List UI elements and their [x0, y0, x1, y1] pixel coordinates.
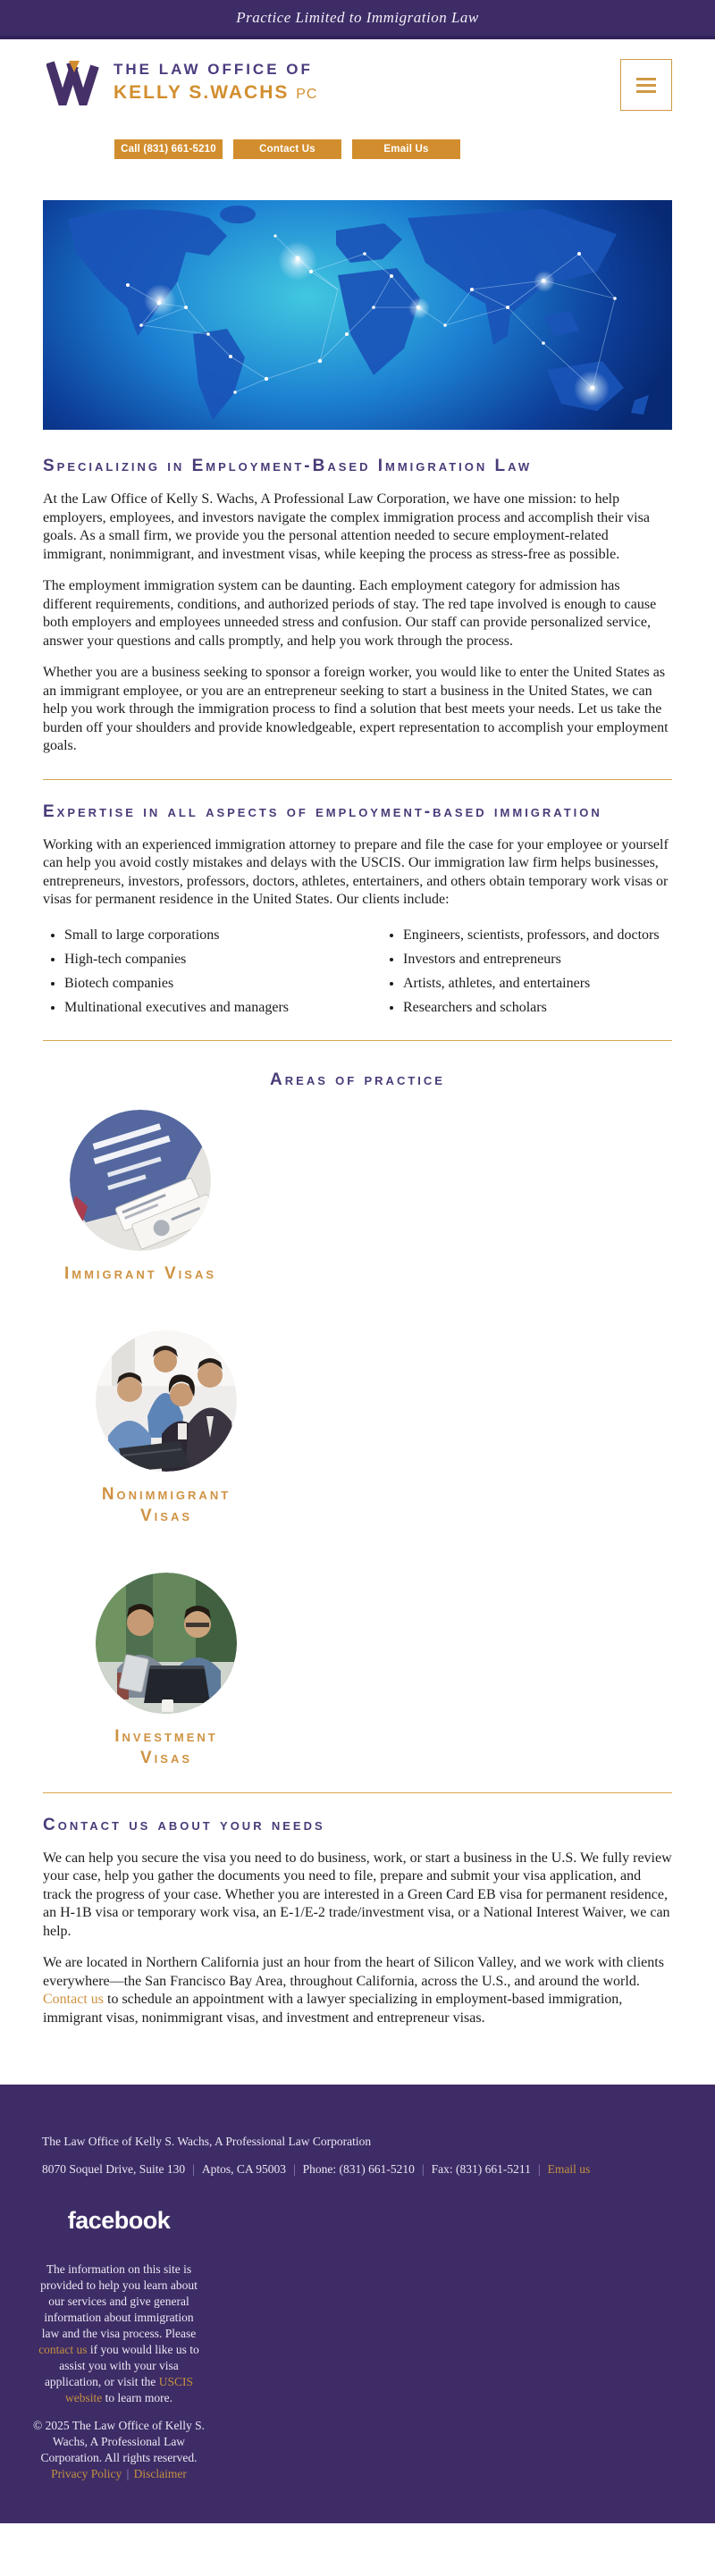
footer-fax: Fax: (831) 661-5211	[431, 2162, 531, 2176]
specializing-heading: Specializing in Employment-Based Immigration Law	[43, 457, 533, 475]
nonimmigrant-visas-link[interactable]: Nonimmigrant Visas	[101, 1484, 231, 1525]
contact-paragraph-2: We are located in Northern California just an hour from the heart of Silicon Valley, and we work with clients everywhere—the San Francisco Bay Area, throughout California, across the U.S., and around the world. Contact us to schedule an appointment with a lawyer specializing in employment-based immigration, immigrant visas, nonimmigrant visas, and investment and entrepreneur visas.	[43, 1955, 664, 2026]
w-logo-icon	[46, 61, 101, 105]
area-item-nonimmigrant-visas	[68, 1330, 265, 1527]
footer-address: 8070 Soquel Drive, Suite 130	[42, 2162, 186, 2176]
facebook-logo[interactable]: facebook	[67, 2207, 171, 2234]
email-us-button[interactable]: Email Us	[352, 139, 460, 159]
footer-firm-name: The Law Office of Kelly S. Wachs, A Professional Law Corporation	[42, 2135, 372, 2148]
list-item: • Investors and entrepreneurs	[403, 951, 660, 969]
expertise-intro: Working with an experienced immigration attorney to prepare and file the case for your employee or yourself can help you avoid costly mistakes and delays with the USCIS. Our immigration law firm helps businesses, entrepreneurs, investors, professors, doctors, athletes, entertainers, and others obtain temporary work visas or visas for permanent residence in the United States. Our clients include:	[43, 836, 669, 907]
site-header	[0, 39, 715, 159]
investment-visas-photo[interactable]	[96, 1573, 237, 1714]
logo-text	[114, 61, 317, 104]
privacy-policy-link[interactable]: Privacy Policy	[51, 2467, 122, 2480]
logo-pc: PC	[296, 87, 318, 102]
specializing-paragraph-3: Whether you are a business seeking to sponsor a foreign worker, you would like to enter the United States as an immigrant employee, or you are an entrepreneur seeking to start a business in the United States, we can help you work through the immigration process to find a solution that best meets your needs. Let us take the burden off your shoulders and provide knowledgeable, expert representation to accomplish your employment goals.	[43, 665, 669, 753]
clients-list-left	[43, 920, 352, 1017]
specializing-paragraph-1: At the Law Office of Kelly S. Wachs, A Professional Law Corporation, we have one mission: to help employers, employees, and investors navigate the complex immigration process and accomplish their visa goals. As a small firm, we provide you the personal attention needed to secure employment-related immigrant, nonimmigrant, and investment visas, while keeping the process as stress-free as possible.	[43, 491, 650, 562]
footer-contact-us-link[interactable]: contact us	[38, 2343, 88, 2356]
area-item-immigrant-visas	[42, 1110, 239, 1285]
logo-line1: THE LAW OFFICE OF	[114, 61, 313, 78]
hamburger-menu-button[interactable]	[620, 59, 672, 111]
list-item: • Engineers, scientists, professors, and doctors	[403, 927, 660, 944]
immigrant-visas-link[interactable]: Immigrant Visas	[63, 1263, 217, 1283]
contact-us-button[interactable]: Contact Us	[233, 139, 341, 159]
nonimmigrant-visas-photo[interactable]	[96, 1330, 237, 1472]
top-notice-bar	[0, 0, 715, 39]
footer-info-text: The information on this site is provided to help you learn about our services and give general information about immigration law and the visa process. Please contact us if you would like us to assist you with your visa application, or visit the USCIS website to learn more.	[38, 2262, 199, 2404]
disclaimer-link[interactable]: Disclaimer	[133, 2467, 187, 2480]
hamburger-icon	[636, 78, 656, 80]
logo-line2: KELLY S.WACHS PC	[114, 82, 318, 103]
expertise-heading: Expertise in all aspects of employment-based immigration	[43, 801, 602, 821]
footer-left-column	[0, 2207, 238, 2482]
areas-of-practice-heading: Areas of practice	[270, 1070, 445, 1089]
footer-copyright: © 2025 The Law Office of Kelly S. Wachs, A Professional Law Corporation. All rights reserved. Privacy Policy | Disclaimer	[33, 2419, 205, 2480]
specializing-paragraph-2: The employment immigration system can be daunting. Each employment category for admission has different requirements, conditions, and authorized periods of stay. The red tape involved is enough to cause both employers and employees unneeded stress and confusion. Our staff can provide personalized service, answer your questions and calls promptly, and help you work through the process.	[43, 578, 657, 649]
footer-city: Aptos, CA 95003	[201, 2162, 286, 2176]
area-item-investment-visas	[68, 1573, 265, 1769]
list-item: • Researchers and scholars	[403, 999, 660, 1017]
section-divider	[43, 1792, 672, 1793]
logo[interactable]	[46, 61, 672, 105]
list-item: • Small to large corporations	[64, 927, 352, 944]
section-divider	[43, 779, 672, 780]
hero-world-map-image	[43, 200, 672, 430]
footer-phone: Phone: (831) 661-5210	[302, 2162, 415, 2176]
list-item: • Multinational executives and managers	[64, 999, 352, 1017]
list-item: • Biotech companies	[64, 975, 352, 993]
main-content	[0, 456, 715, 2027]
list-item: • High-tech companies	[64, 951, 352, 969]
call-button[interactable]: Call (831) 661-5210	[114, 139, 223, 159]
footer-contact-line: 8070 Soquel Drive, Suite 130 | Aptos, CA 95003 | Phone: (831) 661-5210 | Fax: (831) 661-5211 | Email us	[42, 2162, 591, 2176]
top-notice-text: Practice Limited to Immigration Law	[236, 9, 479, 26]
clients-list-right	[382, 920, 660, 1017]
immigrant-visas-photo[interactable]	[70, 1110, 211, 1251]
contact-us-link[interactable]: Contact us	[43, 1992, 104, 2007]
footer-email-link[interactable]: Email us	[547, 2162, 591, 2176]
contact-heading: Contact us about your needs	[43, 1815, 325, 1834]
contact-paragraph-1: We can help you secure the visa you need to do business, work, or start a business in the U.S. We fully review your case, help you gather the documents you need to file, prepare and submit your visa application, and track the progress of your case. Whether you are interested in a Green Card EB visa for permanent residence, an H-1B visa or temporary work visa, an E-1/E-2 trade/investment visa, or a National Interest Waiver, we can help.	[43, 1850, 672, 1939]
site-footer	[0, 2085, 715, 2523]
investment-visas-link[interactable]: Investment Visas	[114, 1726, 218, 1767]
list-item: • Artists, athletes, and entertainers	[403, 975, 660, 993]
uscis-website-link[interactable]: USCIS website	[65, 2375, 194, 2404]
cta-button-row	[114, 139, 672, 159]
clients-list	[43, 920, 672, 1017]
section-divider	[43, 1040, 672, 1041]
